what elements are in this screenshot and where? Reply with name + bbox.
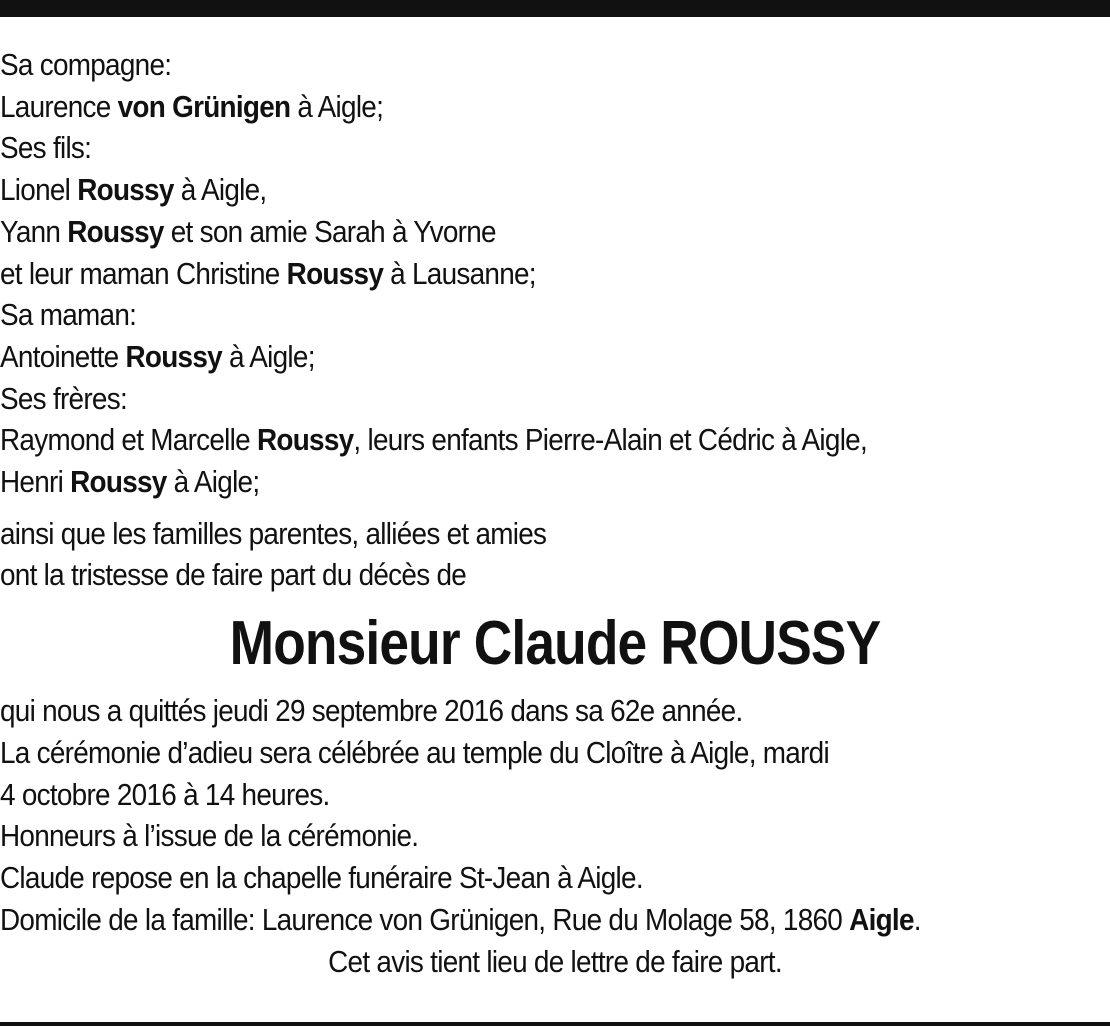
companion-line: Laurence von Grünigen à Aigle; [0,88,384,124]
surname: Roussy [256,422,354,458]
mother-line: Antoinette Roussy à Aigle; [0,338,315,374]
mother-label: Sa maman: [0,297,137,333]
surname: Roussy [70,464,167,500]
son-line: Lionel Roussy à Aigle, [0,172,267,208]
obituary-notice [0,44,1110,984]
companion-label: Sa compagne: [0,47,172,82]
detail-line: Claude repose en la chapelle funéraire St-Jean à Aigle. [0,859,643,895]
detail-line: La cérémonie d’adieu sera célébrée au temple du Cloître à Aigle, mardi [0,734,829,770]
detail-line: qui nous a quittés jeudi 29 septembre 2016 dans sa 62e année. [0,693,743,729]
surname: Roussy [77,172,174,208]
detail-line: Honneurs à l’issue de la cérémonie. [0,818,419,854]
sons-mother-line: et leur maman Christine Roussy à Lausanne; [0,255,536,291]
brother-line: Raymond et Marcelle Roussy, leurs enfants Pierre-Alain et Cédric à Aigle, [0,422,868,458]
detail-line: 4 octobre 2016 à 14 heures. [0,776,330,812]
surname: Roussy [67,213,164,249]
sons-label: Ses fils: [0,130,92,166]
brothers-label: Ses frères: [0,380,127,416]
surname: von Grünigen [117,88,291,124]
closing-line: Cet avis tient lieu de lettre de faire part. [328,944,782,980]
surname: Roussy [286,255,384,291]
deceased-name: Monsieur Claude ROUSSY [229,609,881,679]
surname: Roussy [125,338,222,374]
domicile-line: Domicile de la famille: Laurence von Grünigen, Rue du Molage 58, 1860 Aigle. [0,901,921,937]
bottom-rule [0,1022,1110,1026]
domicile-city: Aigle [849,901,914,937]
top-rule [0,0,1110,17]
announcement-line: ainsi que les familles parentes, alliées et amies [0,515,547,551]
son-line: Yann Roussy et son amie Sarah à Yvorne [0,213,496,249]
brother-line: Henri Roussy à Aigle; [0,464,260,500]
announcement-line: ont la tristesse de faire part du décès de [0,557,467,593]
